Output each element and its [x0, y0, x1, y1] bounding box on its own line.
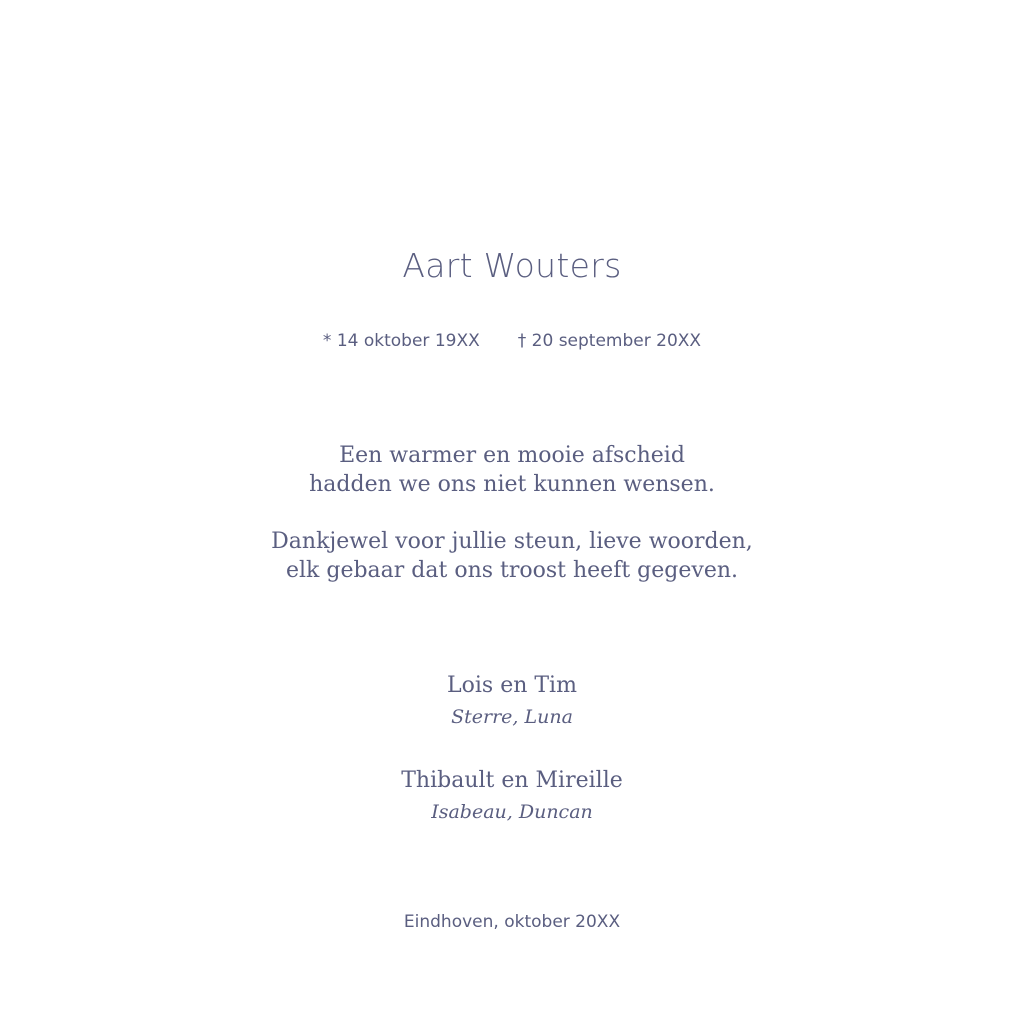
- verse-line: hadden we ons niet kunnen wensen.: [309, 472, 715, 497]
- verse-line: elk gebaar dat ons troost heeft gegeven.: [285, 558, 738, 583]
- life-dates: [0, 331, 1024, 351]
- family-children: Isabeau, Duncan: [431, 801, 593, 823]
- death-date: † 20 september 20XX: [517, 331, 702, 351]
- family-parents: Thibault en Mireille: [401, 768, 623, 793]
- family-parents: Lois en Tim: [447, 673, 577, 698]
- place-and-date: Eindhoven, oktober 20XX: [403, 912, 621, 932]
- family-children: Sterre, Luna: [451, 706, 573, 728]
- verse-line: Een warmer en mooie afscheid: [339, 443, 685, 468]
- deceased-name: Aart Wouters: [402, 246, 622, 285]
- verse-line: Dankjewel voor jullie steun, lieve woorden,: [271, 529, 753, 554]
- birth-date: * 14 oktober 19XX: [322, 331, 480, 351]
